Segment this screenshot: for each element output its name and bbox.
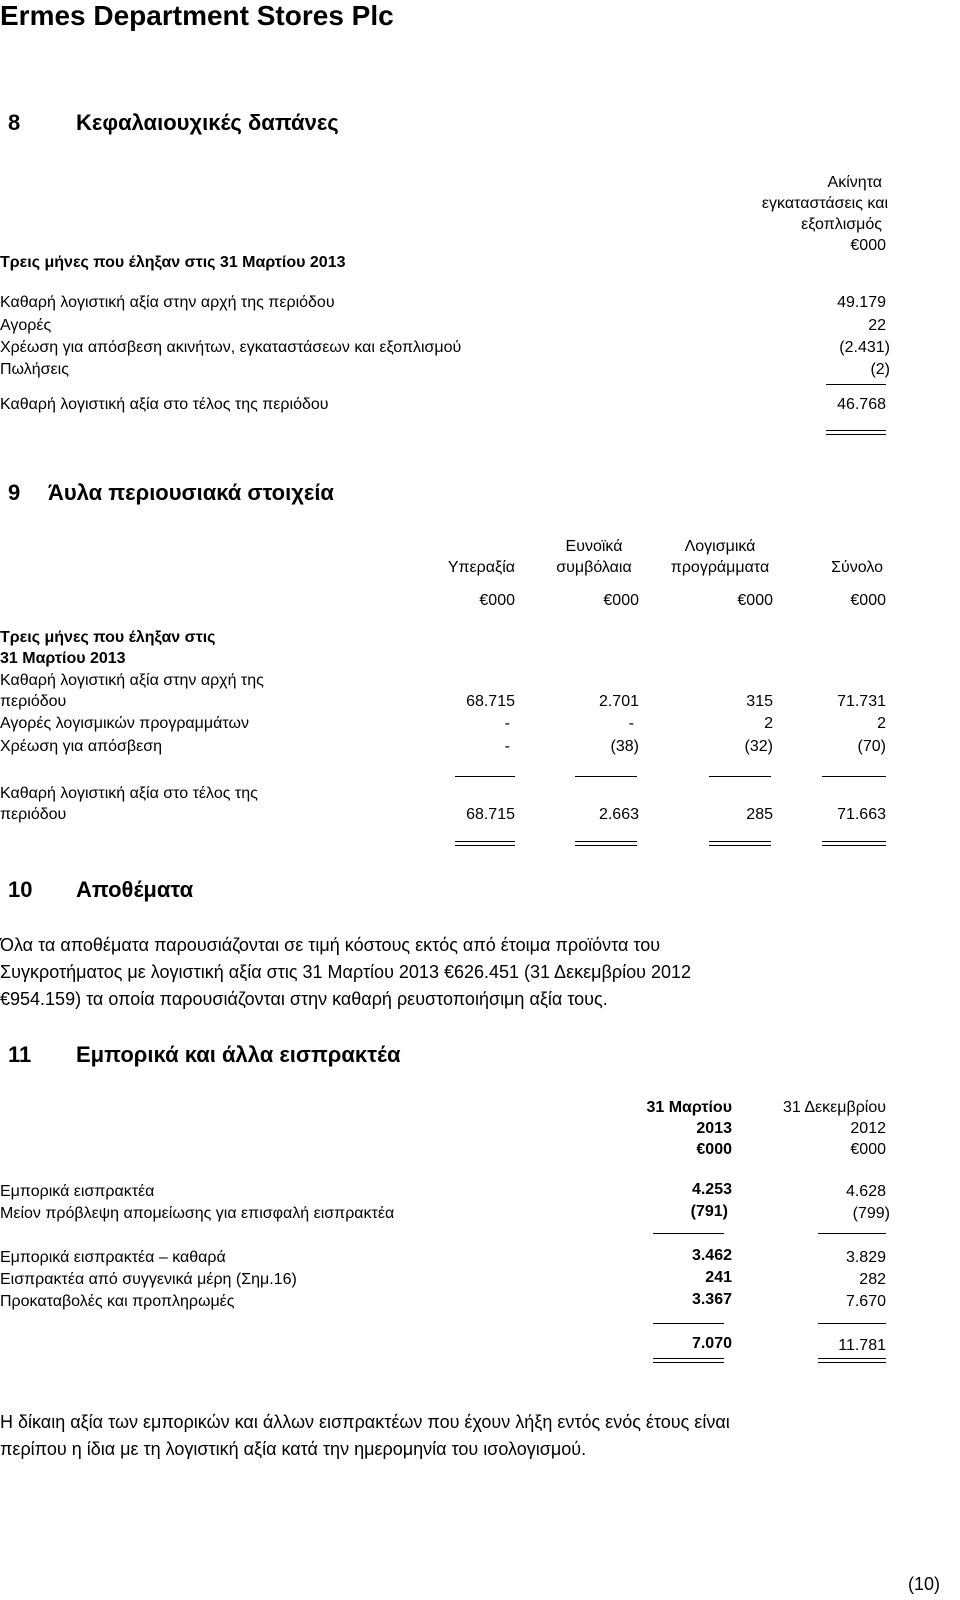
s9-period-line1: Τρεις μήνες που έληξαν στις <box>0 629 216 646</box>
s8-col-header-line3: εξοπλισμός <box>801 216 882 233</box>
section-11-number: 11 <box>8 1042 32 1067</box>
s11-row-value-2013: (791) <box>690 1203 728 1220</box>
s8-row-value: (2.431) <box>839 339 890 356</box>
s11-row-value-2013: 3.462 <box>691 1247 732 1264</box>
s9-col-total-header: Σύνολο <box>831 559 883 576</box>
s9-purchases-value: 2 <box>764 715 773 732</box>
s9-unit: €000 <box>850 592 886 609</box>
s11-total-2012: 11.781 <box>838 1337 886 1354</box>
s10-paragraph-line: €954.159) τα οποία παρουσιάζονται στην καθαρή ρευστοποιήσιμη αξία τους. <box>0 989 608 1009</box>
s11-col2-header: 31 Δεκεμβρίου <box>782 1099 886 1116</box>
s11-paragraph-line: περίπου η ίδια με τη λογιστική αξία κατά την ημερομηνία του ισολογισμού. <box>0 1439 587 1459</box>
s9-opening-label: Καθαρή λογιστική αξία στην αρχή της <box>0 672 264 689</box>
s11-subtotal-rule <box>818 1323 886 1324</box>
s9-amort-label: Χρέωση για απόσβεση <box>0 738 163 755</box>
s9-unit: €000 <box>479 592 515 609</box>
s11-total-double-rule <box>818 1358 886 1363</box>
section-9-number: 9 <box>8 480 21 505</box>
s9-closing-label: Καθαρή λογιστική αξία στο τέλος της <box>0 785 258 802</box>
s11-total-double-rule <box>653 1358 724 1363</box>
s11-total-2013: 7.070 <box>691 1335 732 1352</box>
s9-amort-value: (32) <box>744 738 773 755</box>
s11-row-label: Εμπορικά εισπρακτέα <box>0 1183 155 1200</box>
s9-unit: €000 <box>737 592 773 609</box>
s11-col2-header: €000 <box>850 1141 886 1158</box>
s11-subtotal-rule <box>818 1233 886 1234</box>
s11-col1-header: 2013 <box>696 1120 732 1137</box>
s9-opening-value: 68.715 <box>466 693 515 710</box>
s9-total-double-rule <box>822 841 886 846</box>
s8-row-label: Χρέωση για απόσβεση ακινήτων, εγκαταστάσεων και εξοπλισμού <box>0 339 462 356</box>
s11-row-value-2013: 241 <box>705 1269 732 1286</box>
s9-subtotal-rule <box>822 776 886 777</box>
s9-closing-value: 71.663 <box>837 806 886 823</box>
s11-row-value-2012: 4.628 <box>845 1183 886 1200</box>
s9-total-double-rule <box>575 841 637 846</box>
s8-row-value: (2) <box>870 361 890 378</box>
s8-row-value: 49.179 <box>837 294 886 311</box>
s11-subtotal-rule <box>653 1233 724 1234</box>
s11-subtotal-rule <box>653 1323 724 1324</box>
s9-closing-label: περιόδου <box>0 806 67 823</box>
s9-closing-value: 2.663 <box>598 806 639 823</box>
s11-col1-header: €000 <box>696 1141 732 1158</box>
s8-col-header-line1: Ακίνητα <box>827 174 882 191</box>
section-8-title: Κεφαλαιουχικές δαπάνες <box>76 110 339 135</box>
s9-total-double-rule <box>709 841 771 846</box>
s9-col-contracts-header-1: Ευνοϊκά <box>565 538 623 555</box>
s11-row-value-2012: 7.670 <box>845 1293 886 1310</box>
s9-subtotal-rule <box>709 776 771 777</box>
s9-closing-value: 68.715 <box>466 806 515 823</box>
s8-col-header-line2: εγκαταστάσεις και <box>761 195 888 212</box>
s9-opening-value: 315 <box>746 693 773 710</box>
s9-amort-value: (38) <box>610 738 639 755</box>
s9-purchases-value: - <box>628 715 634 732</box>
s9-amort-value: - <box>504 738 510 755</box>
s8-row-label: Πωλήσεις <box>0 361 69 378</box>
s8-row-label: Καθαρή λογιστική αξία στην αρχή της περιόδου <box>0 294 335 311</box>
s9-total-double-rule <box>455 841 515 846</box>
s9-subtotal-rule <box>455 776 515 777</box>
section-9-title: Άυλα περιουσιακά στοιχεία <box>48 480 334 505</box>
s11-row-value-2012: 282 <box>859 1271 886 1288</box>
s11-col1-header: 31 Μαρτίου <box>646 1099 732 1116</box>
s8-row-label: Αγορές <box>0 317 52 334</box>
s11-row-value-2012: 3.829 <box>845 1249 886 1266</box>
s9-subtotal-rule <box>575 776 637 777</box>
s10-paragraph-line: Συγκροτήματος με λογιστική αξία στις 31 Μαρτίου 2013 €626.451 (31 Δεκεμβρίου 2012 <box>0 962 691 982</box>
s11-paragraph-line: Η δίκαιη αξία των εμπορικών και άλλων εισπρακτέων που έχουν λήξη εντός ενός έτους είναι <box>0 1412 730 1432</box>
section-10-title: Αποθέματα <box>76 877 194 902</box>
s9-purchases-value: 2 <box>877 715 886 732</box>
s9-closing-value: 285 <box>746 806 773 823</box>
s11-row-label: Εμπορικά εισπρακτέα – καθαρά <box>0 1249 226 1266</box>
s8-row-value: 22 <box>868 317 886 334</box>
s9-purchases-label: Αγορές λογισμικών προγραμμάτων <box>0 715 249 732</box>
section-10-number: 10 <box>8 877 33 902</box>
s8-total-double-rule <box>826 430 886 435</box>
s8-subtotal-rule <box>826 384 886 385</box>
s11-col2-header: 2012 <box>850 1120 886 1137</box>
s9-period-line2: 31 Μαρτίου 2013 <box>0 650 126 667</box>
s9-opening-label: περιόδου <box>0 693 67 710</box>
page-number: (10) <box>907 1574 940 1594</box>
s11-row-value-2012: (799) <box>852 1205 890 1222</box>
section-11-title: Εμπορικά και άλλα εισπρακτέα <box>76 1042 401 1067</box>
s9-col-contracts-header-2: συμβόλαια <box>556 559 632 576</box>
s9-col-software-header-2: προγράμματα <box>670 559 770 576</box>
s11-row-label: Εισπρακτέα από συγγενικά μέρη (Σημ.16) <box>0 1271 297 1288</box>
s11-row-label: Μείον πρόβλεψη απομείωσης για επισφαλή εισπρακτέα <box>0 1205 395 1222</box>
s11-row-value-2013: 4.253 <box>691 1181 732 1198</box>
s9-unit: €000 <box>603 592 639 609</box>
s11-row-label: Προκαταβολές και προπληρωμές <box>0 1293 235 1310</box>
s8-col-header-unit: €000 <box>850 237 886 254</box>
company-title: Ermes Department Stores Plc <box>0 0 394 31</box>
s8-total-value: 46.768 <box>837 396 886 413</box>
s9-purchases-value: - <box>504 715 510 732</box>
s9-col-software-header-1: Λογισμικά <box>684 538 756 555</box>
s9-col-goodwill-header: Υπεραξία <box>447 559 515 576</box>
s8-period: Τρεις μήνες που έληξαν στις 31 Μαρτίου 2013 <box>0 254 346 271</box>
s9-opening-value: 71.731 <box>837 693 886 710</box>
s11-row-value-2013: 3.367 <box>691 1291 732 1308</box>
s9-amort-value: (70) <box>857 738 886 755</box>
s8-total-label: Καθαρή λογιστική αξία στο τέλος της περιόδου <box>0 396 329 413</box>
section-8-number: 8 <box>8 110 21 135</box>
s9-opening-value: 2.701 <box>598 693 639 710</box>
s10-paragraph-line: Όλα τα αποθέματα παρουσιάζονται σε τιμή κόστους εκτός από έτοιμα προϊόντα του <box>0 935 661 955</box>
